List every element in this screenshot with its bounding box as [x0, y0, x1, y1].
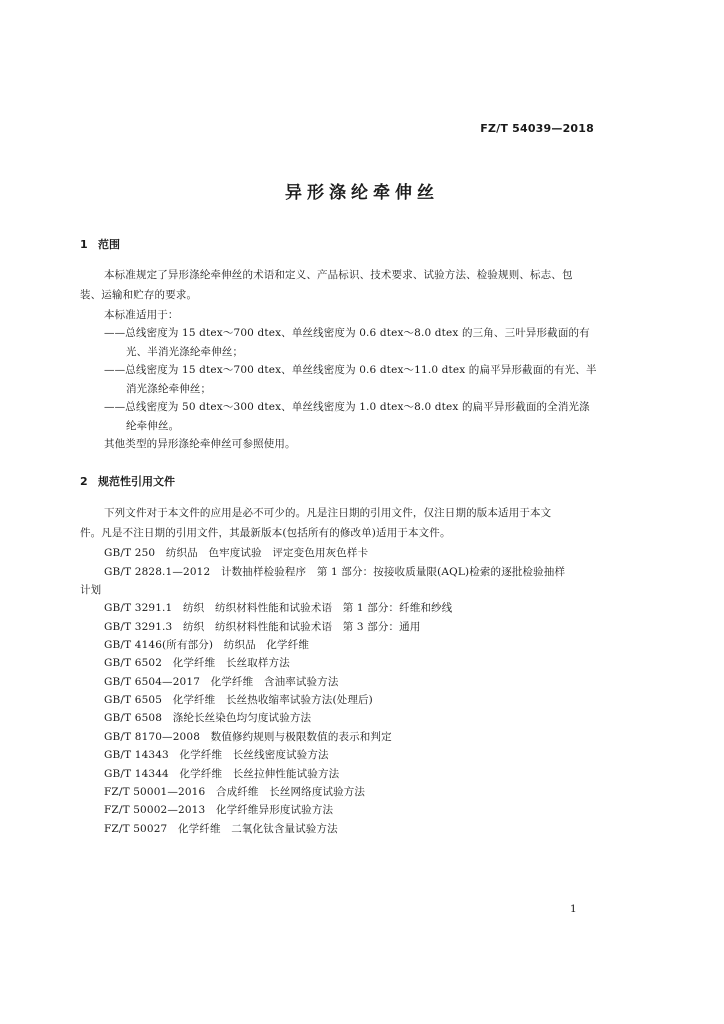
- reference-item: GB/T 6508 涤纶长丝染色均匀度试验方法: [104, 712, 312, 724]
- reference-item: FZ/T 50001—2016 合成纤维 长丝网络度试验方法: [104, 786, 366, 798]
- paragraph-line: 件。凡是不注日期的引用文件，其最新版本(包括所有的修改单)适用于本文件。: [80, 527, 451, 539]
- paragraph-line: 装、运输和贮存的要求。: [80, 289, 198, 301]
- section-title: 范围: [98, 238, 120, 251]
- page-number: 1: [570, 903, 577, 915]
- paragraph-line: 本标准适用于：: [104, 309, 179, 321]
- reference-item-continuation: 计划: [80, 584, 102, 596]
- list-item: ——总线密度为 15 dtex～700 dtex、单丝线密度为 0.6 dtex～8.0 dtex 的三角、三叶异形截面的有: [104, 327, 590, 339]
- reference-item: GB/T 3291.3 纺织 纺织材料性能和试验术语 第 3 部分：通用: [104, 621, 421, 633]
- section-2-heading: [80, 473, 175, 489]
- reference-item: GB/T 6502 化学纤维 长丝取样方法: [104, 657, 290, 669]
- section-title: 规范性引用文件: [98, 475, 175, 488]
- list-item-continuation: 光、半消光涤纶牵伸丝；: [126, 346, 244, 358]
- reference-item: GB/T 14344 化学纤维 长丝拉伸性能试验方法: [104, 768, 340, 780]
- list-item-continuation: 消光涤纶牵伸丝；: [126, 383, 212, 395]
- reference-item: GB/T 6504—2017 化学纤维 含油率试验方法: [104, 676, 339, 688]
- list-item: ——总线密度为 50 dtex～300 dtex、单丝线密度为 1.0 dtex～8.0 dtex 的扁平异形截面的全消光涤: [104, 401, 590, 413]
- reference-item: GB/T 6505 化学纤维 长丝热收缩率试验方法(处理后): [104, 694, 373, 706]
- reference-item: GB/T 8170—2008 数值修约规则与极限数值的表示和判定: [104, 731, 392, 743]
- document-code: FZ/T 54039—2018: [480, 122, 594, 135]
- section-number: 2: [80, 475, 88, 488]
- reference-item: FZ/T 50002—2013 化学纤维异形度试验方法: [104, 804, 334, 816]
- reference-item: GB/T 250 纺织品 色牢度试验 评定变色用灰色样卡: [104, 547, 369, 559]
- section-number: 1: [80, 238, 88, 251]
- list-item: ——总线密度为 15 dtex～700 dtex、单丝线密度为 0.6 dtex～11.0 dtex 的扁平异形截面的有光、半: [104, 364, 597, 376]
- paragraph-line: 本标准规定了异形涤纶牵伸丝的术语和定义、产品标识、技术要求、试验方法、检验规则、标志、包: [104, 269, 573, 281]
- reference-item: GB/T 2828.1—2012 计数抽样检验程序 第 1 部分：按接收质量限(AQL)检索的逐批检验抽样: [104, 566, 566, 578]
- reference-item: GB/T 3291.1 纺织 纺织材料性能和试验术语 第 1 部分：纤维和纱线: [104, 602, 453, 614]
- paragraph-line: 下列文件对于本文件的应用是必不可少的。凡是注日期的引用文件，仅注日期的版本适用于本文: [104, 507, 552, 519]
- reference-item: FZ/T 50027 化学纤维 二氧化钛含量试验方法: [104, 823, 338, 835]
- list-item-continuation: 纶牵伸丝。: [126, 420, 180, 432]
- section-1-heading: [80, 236, 120, 252]
- reference-item: GB/T 4146(所有部分) 纺织品 化学纤维: [104, 639, 309, 651]
- document-title: 异形涤纶牵伸丝: [285, 183, 439, 203]
- reference-item: GB/T 14343 化学纤维 长丝线密度试验方法: [104, 749, 329, 761]
- paragraph-line: 其他类型的异形涤纶牵伸丝可参照使用。: [104, 438, 296, 450]
